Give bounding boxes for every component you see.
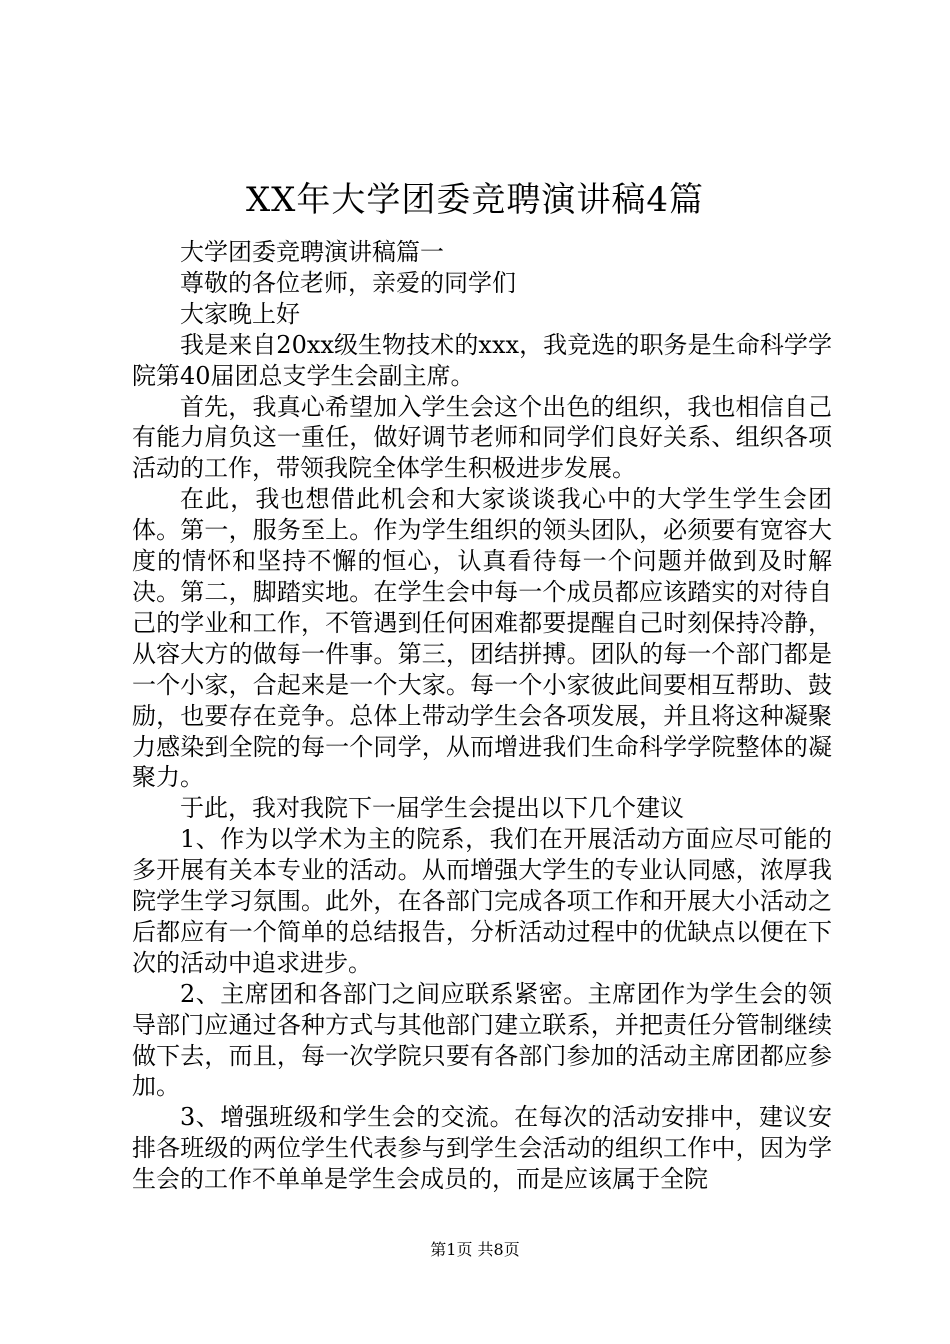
paragraph: 在此，我也想借此机会和大家谈谈我心中的大学生学生会团体。第一，服务至上。作为学生组织的领头团队，必须要有宽容大度的情怀和坚持不懈的恒心，认真看待每一个问题并做到及时解决。第二，脚踏实地。在学生会中每一个成员都应该踏实的对待自己的学业和工作，不管遇到任何困难都要提醒自己时刻保持冷静，从容大方的做每一件事。第三，团结拼搏。团队的每一个部门都是一个小家，合起来是一个大家。每一个小家彼此间要相互帮助、鼓励，也要存在竞争。总体上带动学生会各项发展，并且将这种凝聚力感染到全院的每一个同学，从而增进我们生命科学学院整体的凝聚力。 xyxy=(132,485,832,792)
document-title: XX年大学团委竞聘演讲稿4篇 xyxy=(245,180,705,220)
paragraph: 于此，我对我院下一届学生会提出以下几个建议 xyxy=(180,794,684,823)
salutation: 尊敬的各位老师，亲爱的同学们 xyxy=(180,268,516,297)
paragraph: 首先，我真心希望加入学生会这个出色的组织，我也相信自己有能力肩负这一重任，做好调节老师和同学们良好关系、组织各项活动的工作，带领我院全体学生积极进步发展。 xyxy=(132,392,832,483)
paragraph: 我是来自20xx级生物技术的xxx，我竞选的职务是生命科学学院第40届团总支学生会副主席。 xyxy=(132,330,832,390)
suggestion-item: 1、作为以学术为主的院系，我们在开展活动方面应尽可能的多开展有关本专业的活动。从而增强大学生的专业认同感，浓厚我院学生学习氛围。此外，在各部门完成各项工作和开展大小活动之后都应有一个简单的总结报告，分析活动过程中的优缺点以便在下次的活动中追求进步。 xyxy=(132,825,832,977)
page-footer xyxy=(0,1240,950,1260)
suggestion-item: 2、主席团和各部门之间应联系紧密。主席团作为学生会的领导部门应通过各种方式与其他部门建立联系，并把责任分管制继续做下去，而且，每一次学院只要有各部门参加的活动主席团都应参加。 xyxy=(132,979,832,1101)
suggestion-item: 3、增强班级和学生会的交流。在每次的活动安排中，建议安排各班级的两位学生代表参与到学生会活动的组织工作中，因为学生会的工作不单单是学生会成员的，而是应该属于全院 xyxy=(132,1103,832,1194)
section-heading: 大学团委竞聘演讲稿篇一 xyxy=(180,238,444,266)
greeting: 大家晚上好 xyxy=(180,299,300,328)
document-body xyxy=(132,237,832,1195)
page-number: 第1页 共8页 xyxy=(430,1240,520,1259)
